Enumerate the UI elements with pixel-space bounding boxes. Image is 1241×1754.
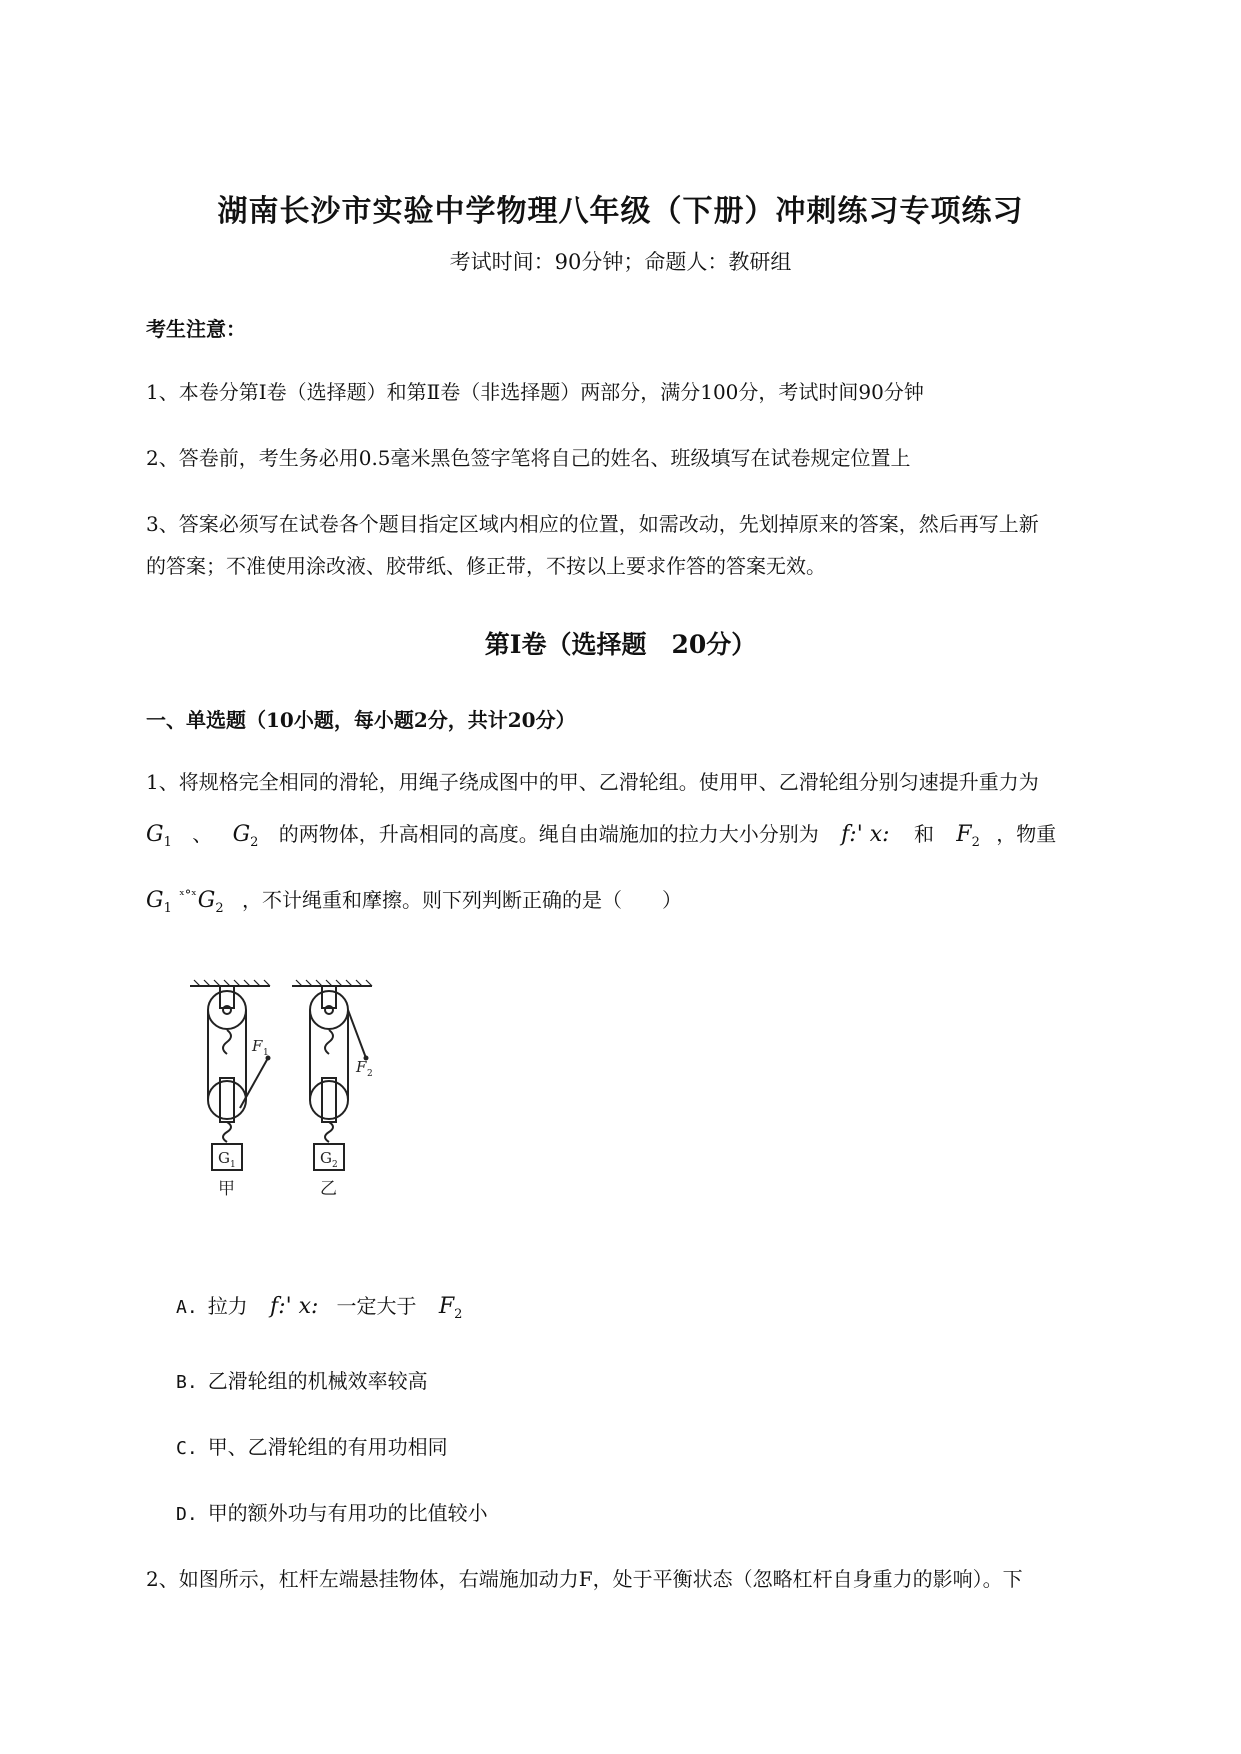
f1-label: F: [252, 1037, 263, 1055]
f-symbol: F: [438, 1294, 455, 1319]
option-text: 甲的额外功与有用功的比值较小: [207, 1501, 488, 1525]
exam-info: 考试时间：90分钟；命题人：教研组: [449, 250, 792, 274]
g-symbol: G: [232, 822, 251, 847]
notice-item: 3、答案必须写在试卷各个题目指定区域内相应的位置，如需改动，先划掉原来的答案，然后再写上新: [146, 512, 1039, 536]
left-name: 甲: [218, 1179, 235, 1199]
question-text: 的两物体，升高相同的高度。绳自由端施加的拉力大小分别为: [278, 822, 819, 846]
question-group-title: 一、单选题（10小题，每小题2分，共计20分）: [146, 708, 576, 732]
f1-symbol-garbled: f:' x:: [841, 822, 890, 847]
option-text: 拉力: [207, 1294, 248, 1318]
subscript: 1: [163, 835, 172, 850]
and-text: 和: [913, 822, 934, 846]
subscript: 2: [215, 901, 224, 916]
question-2-line1: 2、如图所示，杠杆左端悬挂物体，右端施加动力F，处于平衡状态（忽略杠杆自身重力的影响）。下: [146, 1567, 1023, 1591]
f-symbol: F: [956, 822, 972, 847]
option-c[interactable]: [176, 1431, 448, 1460]
g1-label: G: [218, 1149, 230, 1167]
page-title: 湖南长沙市实验中学物理八年级（下册）冲刺练习专项练习: [217, 194, 1024, 229]
g-symbol: G: [146, 888, 164, 913]
f1-sub: 1: [263, 1048, 269, 1058]
option-text: 一定大于: [336, 1294, 417, 1318]
question-text: ，物重: [996, 822, 1057, 846]
notice-item: 2、答卷前，考生务必用0.5毫米黑色签字笔将自己的姓名、班级填写在试卷规定位置上: [146, 446, 911, 470]
notice-item: 的答案；不准使用涂改液、胶带纸、修正带，不按以上要求作答的答案无效。: [146, 554, 826, 578]
subscript: 1: [163, 901, 172, 916]
notice-heading: 考生注意：: [146, 317, 246, 341]
question-1-line3: [146, 884, 682, 916]
option-letter: B.: [176, 1372, 198, 1393]
section-title: 第Ⅰ卷（选择题 20分）: [484, 630, 757, 659]
subscript: 2: [454, 1307, 463, 1322]
notice-item: 1、本卷分第Ⅰ卷（选择题）和第Ⅱ卷（非选择题）两部分，满分100分，考试时间90分钟: [146, 380, 924, 404]
right-name: 乙: [320, 1179, 337, 1199]
option-letter: D.: [176, 1504, 198, 1525]
f2-sub: 2: [367, 1069, 373, 1079]
question-text: ，不计绳重和摩擦。则下列判断正确的是（ ）: [241, 888, 682, 912]
option-d[interactable]: [176, 1497, 488, 1526]
pulley-diagram: [180, 958, 400, 1230]
option-text: 乙滑轮组的机械效率较高: [207, 1369, 428, 1393]
option-a[interactable]: [176, 1290, 462, 1322]
question-1-line2: [146, 818, 1056, 850]
subscript: 2: [250, 835, 259, 850]
subscript: 2: [971, 835, 980, 850]
g1-sub: 1: [230, 1160, 236, 1170]
option-b[interactable]: [176, 1365, 428, 1394]
f1-symbol-garbled: f:' x:: [270, 1294, 319, 1319]
separator: 、: [192, 822, 213, 846]
g-symbol: G: [146, 822, 164, 847]
option-text: 甲、乙滑轮组的有用功相同: [207, 1435, 448, 1459]
g2-sub: 2: [332, 1160, 338, 1170]
option-letter: C.: [176, 1438, 198, 1459]
pulley-figure: [180, 958, 400, 1234]
f2-label: F: [356, 1058, 367, 1076]
g2-label: G: [320, 1149, 332, 1167]
option-letter: A.: [176, 1297, 198, 1318]
question-1-line1: 1、将规格完全相同的滑轮，用绳子绕成图中的甲、乙滑轮组。使用甲、乙滑轮组分别匀速提升重力为: [146, 770, 1039, 794]
relation-garbled: ˣ°ˣ: [179, 888, 197, 903]
g-symbol: G: [197, 888, 216, 913]
